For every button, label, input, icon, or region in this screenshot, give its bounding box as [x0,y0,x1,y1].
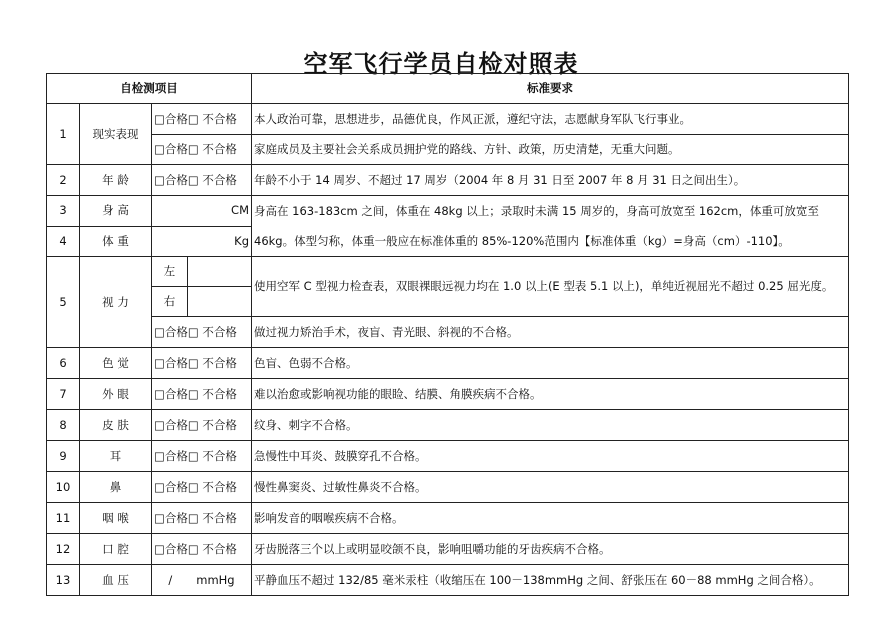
bp-unit: mmHg [196,572,235,587]
standard-text: 牙齿脱落三个以上或明显咬颌不良，影响咀嚼功能的牙齿疾病不合格。 [252,534,849,565]
pass-fail-checkbox[interactable]: □合格□ 不合格 [152,135,252,165]
standard-text: 身高在 163-183cm 之间，体重在 48kg 以上；录取时未满 15 周岁的，身高可放宽至 162cm，体重可放宽至 46kg。体型匀称，体重一般应在标准体重的 85%-120%范围内【标准体重（kg）=身高（cm）-110】。 [252,196,849,257]
pass-fail-checkbox[interactable]: □合格□ 不合格 [152,317,252,348]
item-label: 年 龄 [80,165,152,196]
standard-text: 做过视力矫治手术，夜盲、青光眼、斜视的不合格。 [252,317,849,348]
item-label: 皮 肤 [80,410,152,441]
self-check-table [46,73,849,596]
standard-text: 慢性鼻窦炎、过敏性鼻炎不合格。 [252,472,849,503]
item-label: 身 高 [80,196,152,227]
row-number: 3 [47,196,80,227]
item-label: 视 力 [80,257,152,348]
pass-fail-checkbox[interactable]: □合格□ 不合格 [152,410,252,441]
table-row [47,257,849,287]
standard-text: 家庭成员及主要社会关系成员拥护党的路线、方针、政策，历史清楚，无重大问题。 [252,135,849,165]
pass-fail-checkbox[interactable]: □合格□ 不合格 [152,379,252,410]
row-number: 8 [47,410,80,441]
row-number: 12 [47,534,80,565]
pass-fail-checkbox[interactable]: □合格□ 不合格 [152,472,252,503]
table-row [47,317,849,348]
table-row [47,565,849,596]
item-label: 体 重 [80,226,152,257]
standard-text: 难以治愈或影响视功能的眼睑、结膜、角膜疾病不合格。 [252,379,849,410]
standard-text: 影响发音的咽喉疾病不合格。 [252,503,849,534]
row-number: 5 [47,257,80,348]
item-label: 耳 [80,441,152,472]
pass-fail-checkbox[interactable]: □合格□ 不合格 [152,503,252,534]
row-number: 6 [47,348,80,379]
item-label: 咽 喉 [80,503,152,534]
pass-fail-checkbox[interactable]: □合格□ 不合格 [152,348,252,379]
standard-text: 年龄不小于 14 周岁、不超过 17 周岁（2004 年 8 月 31 日至 2007 年 8 月 31 日之间出生）。 [252,165,849,196]
header-standard: 标准要求 [252,74,849,104]
table-row [47,165,849,196]
pass-fail-checkbox[interactable]: □合格□ 不合格 [152,165,252,196]
right-eye-value-field[interactable] [188,287,252,317]
row-number: 9 [47,441,80,472]
table-row [47,196,849,227]
standard-text: 急慢性中耳炎、鼓膜穿孔不合格。 [252,441,849,472]
standard-text: 平静血压不超过 132/85 毫米汞柱（收缩压在 100－138mmHg 之间、舒张压在 60－88 mmHg 之间合格）。 [252,565,849,596]
right-eye-label: 右 [152,287,188,317]
table-row [47,441,849,472]
pass-fail-checkbox[interactable]: □合格□ 不合格 [152,441,252,472]
table-row [47,410,849,441]
table-row [47,135,849,165]
row-number: 10 [47,472,80,503]
page-title: 空军飞行学员自检对照表 [303,50,579,78]
row-number: 13 [47,565,80,596]
weight-value-field[interactable]: Kg [152,226,252,257]
height-value-field[interactable]: CM [152,196,252,227]
bp-separator: / [168,572,173,587]
item-label: 外 眼 [80,379,152,410]
standard-text: 使用空军 C 型视力检查表，双眼裸眼远视力均在 1.0 以上(E 型表 5.1 以上)，单纯近视屈光不超过 0.25 屈光度。 [252,257,849,317]
row-number: 1 [47,104,80,165]
pass-fail-checkbox[interactable]: □合格□ 不合格 [152,104,252,135]
item-label: 现实表现 [80,104,152,165]
standard-text: 纹身、刺字不合格。 [252,410,849,441]
row-number: 7 [47,379,80,410]
table-header-row [47,74,849,104]
pass-fail-checkbox[interactable]: □合格□ 不合格 [152,534,252,565]
table-row [47,348,849,379]
item-label: 色 觉 [80,348,152,379]
blood-pressure-value-field[interactable] [152,565,252,596]
row-number: 4 [47,226,80,257]
item-label: 血 压 [80,565,152,596]
standard-text: 色盲、色弱不合格。 [252,348,849,379]
table-row [47,534,849,565]
table-row [47,503,849,534]
header-self-check-items: 自检测项目 [47,74,252,104]
item-label: 鼻 [80,472,152,503]
row-number: 2 [47,165,80,196]
table-row [47,472,849,503]
table-row [47,104,849,135]
item-label: 口 腔 [80,534,152,565]
standard-text: 本人政治可靠，思想进步，品德优良，作风正派，遵纪守法，志愿献身军队飞行事业。 [252,104,849,135]
row-number: 11 [47,503,80,534]
left-eye-label: 左 [152,257,188,287]
table-row [47,379,849,410]
left-eye-value-field[interactable] [188,257,252,287]
